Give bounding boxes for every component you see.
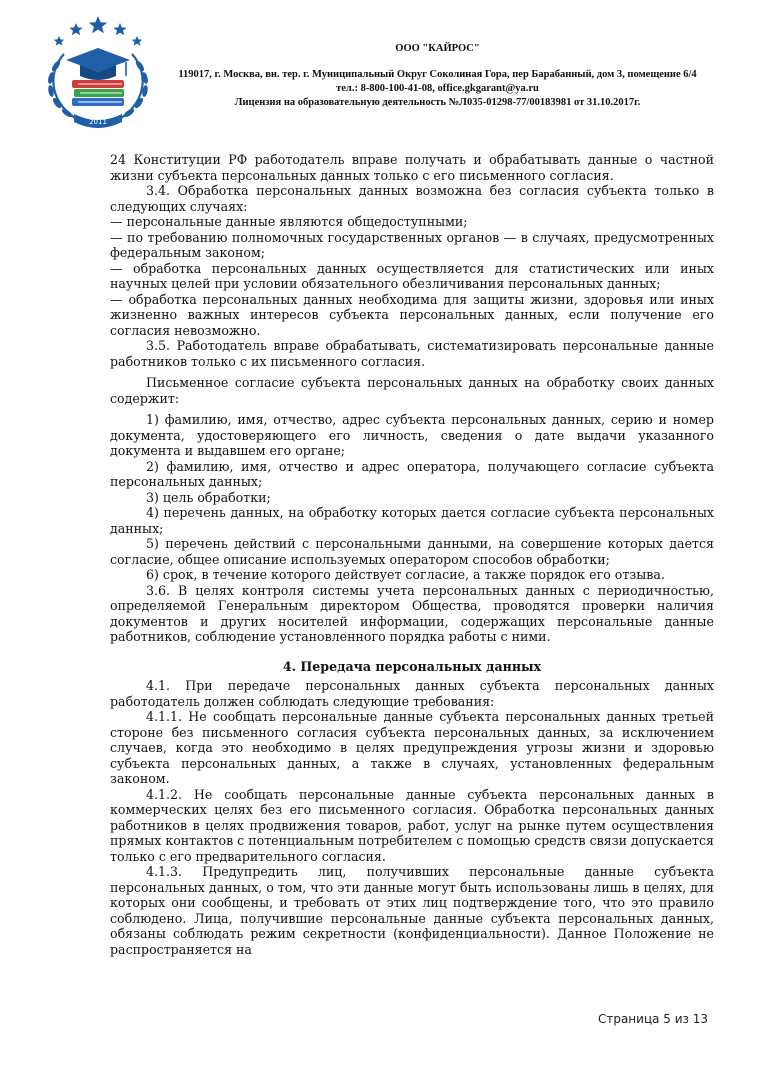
paragraph: 3.5. Работодатель вправе обрабатывать, систематизировать персональные данные работников только с их письменного согласия. bbox=[110, 338, 714, 369]
paragraph: 4.1.2. Не сообщать персональные данные субъекта персональных данных в коммерческих целях без его письменного согласия. Обработка персональных данных работников в целях продвижения товаров, работ, услуг на рынке путем осуществления прямых контактов с потенциальным потребителем с помощью средств связи допускается только с его предварительного согласия. bbox=[110, 786, 714, 864]
company-address: 119017, г. Москва, вн. тер. г. Муниципальный Округ Соколиная Гора, пер Барабанный, дом 3, помещение 6/4 bbox=[178, 69, 697, 80]
license-info: Лицензия на образовательную деятельность №Л035-01298-77/00183981 от 31.10.2017г. bbox=[234, 97, 641, 108]
document-header bbox=[165, 42, 710, 110]
list-item: — обработка персональных данных необходима для защиты жизни, здоровья или иных жизненно важных интересов субъекта персональных данных, если получение его согласия невозможно. bbox=[110, 291, 714, 338]
paragraph: 3.4. Обработка персональных данных возможна без согласия субъекта только в следующих случаях: bbox=[110, 183, 714, 214]
paragraph: 4.1.3. Предупредить лиц, получивших персональные данные субъекта персональных данных, о том, что эти данные могут быть использованы лишь в целях, для которых они сообщены, и требовать от этих лиц подтверждение того, что это правило соблюдено. Лица, получившие персональные данные субъекта персональных данных, обязаны соблюдать режим секретности (конфиденциальности). Данное Положение не распространяется на bbox=[110, 864, 714, 957]
graduation-cap-icon bbox=[66, 48, 130, 80]
list-item: 1) фамилию, имя, отчество, адрес субъекта персональных данных, серию и номер документа, удостоверяющего его личность, сведения о дате выдачи указанного документа и выдавшем его органе; bbox=[110, 412, 714, 458]
list-item: — обработка персональных данных осуществляется для статистических или иных научных целей при условии обязательного обезличивания персональных данных; bbox=[110, 260, 714, 291]
section-heading: 4. Передача персональных данных bbox=[282, 658, 542, 674]
document-body bbox=[110, 152, 714, 957]
page-number: Страница 5 из 13 bbox=[597, 1012, 708, 1026]
company-logo bbox=[34, 14, 162, 132]
logo-year: 2011 bbox=[89, 118, 107, 126]
paragraph: Письменное согласие субъекта персональных данных на обработку своих данных содержит: bbox=[110, 375, 714, 406]
logo-stars bbox=[54, 16, 142, 46]
list-item: 4) перечень данных, на обработку которых дается согласие субъекта персональных данных; bbox=[110, 505, 714, 536]
list-item: 5) перечень действий с персональными данными, на совершение которых дается согласие, общее описание используемых оператором способов обработки; bbox=[110, 536, 714, 567]
paragraph: 24 Конституции РФ работодатель вправе получать и обрабатывать данные о частной жизни субъекта персональных данных только с его письменного согласия. bbox=[110, 152, 714, 183]
list-item: 6) срок, в течение которого действует согласие, а также порядок его отзыва. bbox=[146, 567, 665, 582]
list-item: 3) цель обработки; bbox=[146, 489, 271, 505]
paragraph: 4.1.1. Не сообщать персональные данные субъекта персональных данных третьей стороне без письменного согласия субъекта персональных данных, за исключением случаев, когда это необходимо в целях предупреждения угрозы жизни и здоровью субъекта персональных данных, а также в случаях, установленных федеральным законом. bbox=[110, 709, 714, 786]
list-item: — персональные данные являются общедоступными; bbox=[110, 214, 468, 229]
company-name: ООО "КАЙРОС" bbox=[395, 43, 480, 54]
company-contacts: тел.: 8-800-100-41-08, office.gkgarant@ya.ru bbox=[336, 83, 539, 94]
list-item: — по требованию полномочных государственных органов — в случаях, предусмотренных федеральным законом; bbox=[110, 229, 714, 260]
list-item: 2) фамилию, имя, отчество и адрес оператора, получающего согласие субъекта персональных данных; bbox=[110, 458, 714, 489]
books-icon bbox=[72, 80, 124, 106]
paragraph: 4.1. При передаче персональных данных субъекта персональных данных работодатель должен соблюдать следующие требования: bbox=[110, 678, 714, 709]
paragraph: 3.6. В целях контроля системы учета персональных данных с периодичностью, определяемой Генеральным директором Общества, проводятся проверки наличия документов и других носителей информации, содержащих персональные данные работников, соблюдение установленного порядка работы с ними. bbox=[110, 582, 714, 644]
